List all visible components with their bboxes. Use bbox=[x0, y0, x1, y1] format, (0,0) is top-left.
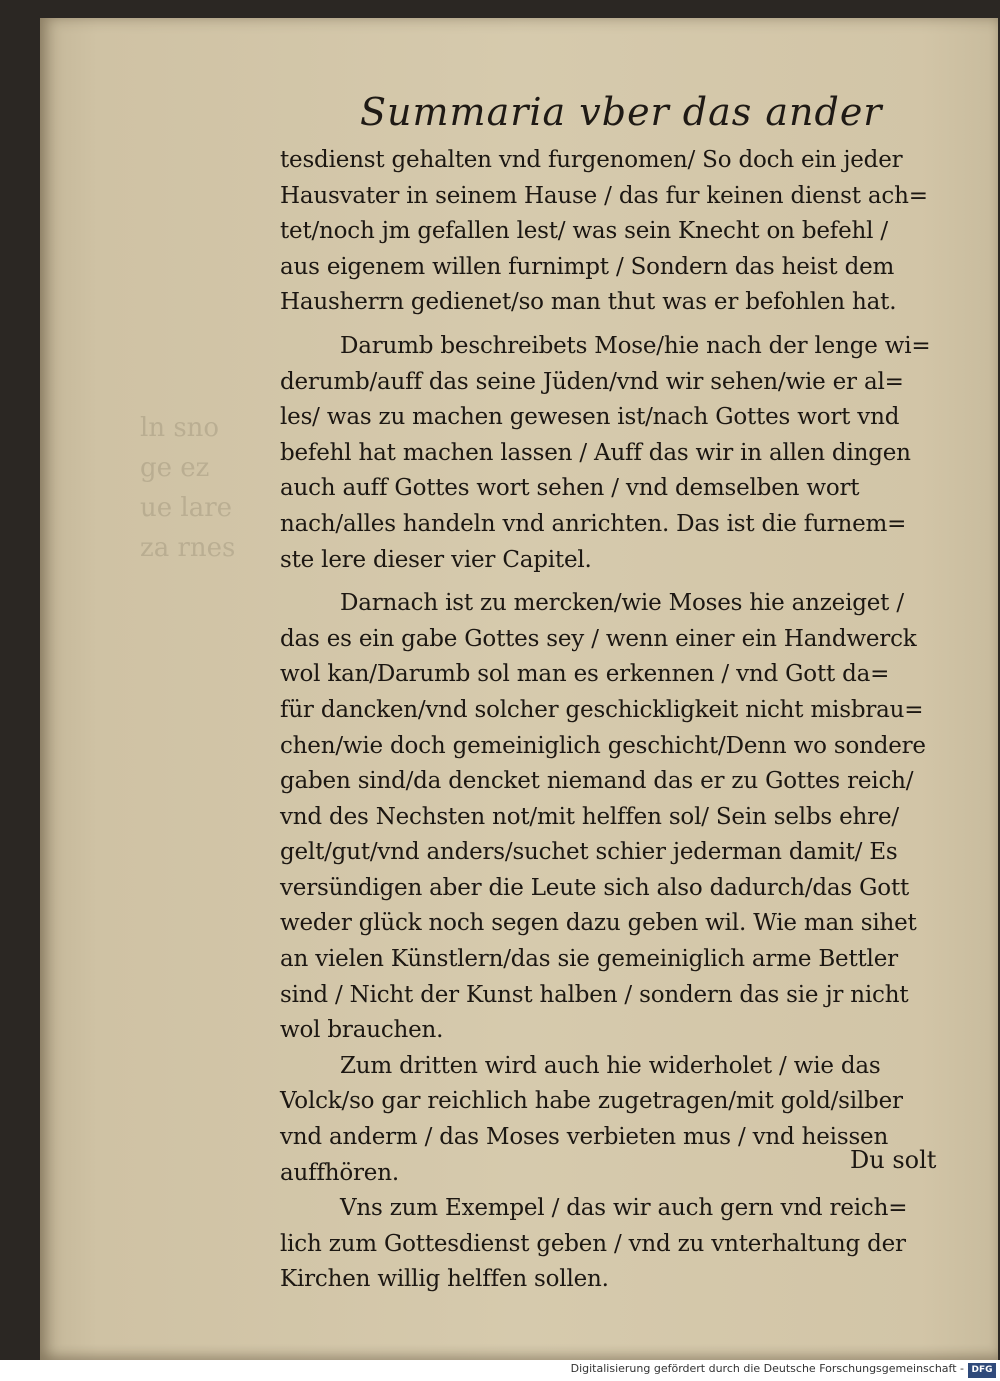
text-line: sind / Nicht der Kunst halben / sondern das sie jr nicht bbox=[280, 981, 909, 1008]
text-line: vnd anderm / das Moses verbieten mus / vnd heissen bbox=[280, 1124, 889, 1151]
text-line: weder glück noch segen dazu geben wil. Wie man sihet bbox=[280, 910, 917, 937]
text-line: les/ was zu machen gewesen ist/nach Gottes wort vnd bbox=[280, 404, 900, 431]
text-line: das es ein gabe Gottes sey / wenn einer ein Handwerck bbox=[280, 625, 917, 652]
text-line: gelt/gut/vnd anders/suchet schier jederman damit/ Es bbox=[280, 839, 898, 866]
text-line: an vielen Künstlern/das sie gemeiniglich arme Bettler bbox=[280, 946, 898, 973]
text-line: Hausvater in seinem Hause / das fur keinen dienst ach= bbox=[280, 182, 928, 209]
text-line: lich zum Gottesdienst geben / vnd zu vnterhaltung der bbox=[280, 1230, 906, 1257]
text-line: gaben sind/da dencket niemand das er zu Gottes reich/ bbox=[280, 768, 914, 795]
text-line: Hausherrn gedienet/so man thut was er befohlen hat. bbox=[280, 289, 897, 316]
text-line: auffhören. bbox=[280, 1159, 399, 1186]
footer-credit: Digitalisierung gefördert durch die Deutsche Forschungsgemeinschaft - bbox=[570, 1362, 964, 1375]
text-line: aus eigenem willen furnimpt / Sondern das heist dem bbox=[280, 253, 895, 280]
text-line: befehl hat machen lassen / Auff das wir in allen dingen bbox=[280, 439, 911, 466]
text-line: chen/wie doch gemeiniglich geschicht/Denn wo sondere bbox=[280, 732, 926, 759]
text-line: derumb/auff das seine Jüden/vnd wir sehen/wie er al= bbox=[280, 368, 904, 395]
text-line: ste lere dieser vier Capitel. bbox=[280, 546, 592, 573]
text-line: Kirchen willig helffen sollen. bbox=[280, 1266, 609, 1293]
text-line: Darnach ist zu mercken/wie Moses hie anzeiget / bbox=[340, 590, 904, 617]
text-line: Volck/so gar reichlich habe zugetragen/mit gold/silber bbox=[280, 1088, 903, 1115]
text-line: Darumb beschreibets Mose/hie nach der lenge wi= bbox=[340, 332, 931, 359]
text-line: wol brauchen. bbox=[280, 1017, 444, 1044]
text-line: versündigen aber die Leute sich also dadurch/das Gott bbox=[280, 874, 910, 901]
text-line: Vns zum Exempel / das wir auch gern vnd reich= bbox=[340, 1195, 908, 1222]
footer-bar bbox=[0, 1360, 1000, 1381]
text-line: vnd des Nechsten not/mit helffen sol/ Sein selbs ehre/ bbox=[280, 803, 899, 830]
text-line: tesdienst gehalten vnd furgenomen/ So doch ein jeder bbox=[280, 147, 903, 173]
text-line: tet/noch jm gefallen lest/ was sein Knecht on befehl / bbox=[280, 218, 888, 245]
catchword: Du solt bbox=[850, 1146, 937, 1174]
text-line: für dancken/vnd solcher geschickligkeit nicht misbrau= bbox=[280, 696, 924, 723]
dfg-logo-icon: DFG bbox=[968, 1363, 996, 1378]
text-line: Zum dritten wird auch hie widerholet / wie das bbox=[340, 1052, 881, 1079]
running-head: Summaria vber das ander bbox=[360, 90, 883, 134]
bleed-through-text: ln sno ge ez ue lare za rnes bbox=[140, 413, 236, 563]
text-line: auch auff Gottes wort sehen / vnd demselben wort bbox=[280, 475, 860, 502]
text-line: nach/alles handeln vnd anrichten. Das ist die furnem= bbox=[280, 510, 907, 537]
text-block bbox=[280, 143, 945, 1298]
text-line: wol kan/Darumb sol man es erkennen / vnd Gott da= bbox=[280, 661, 890, 688]
